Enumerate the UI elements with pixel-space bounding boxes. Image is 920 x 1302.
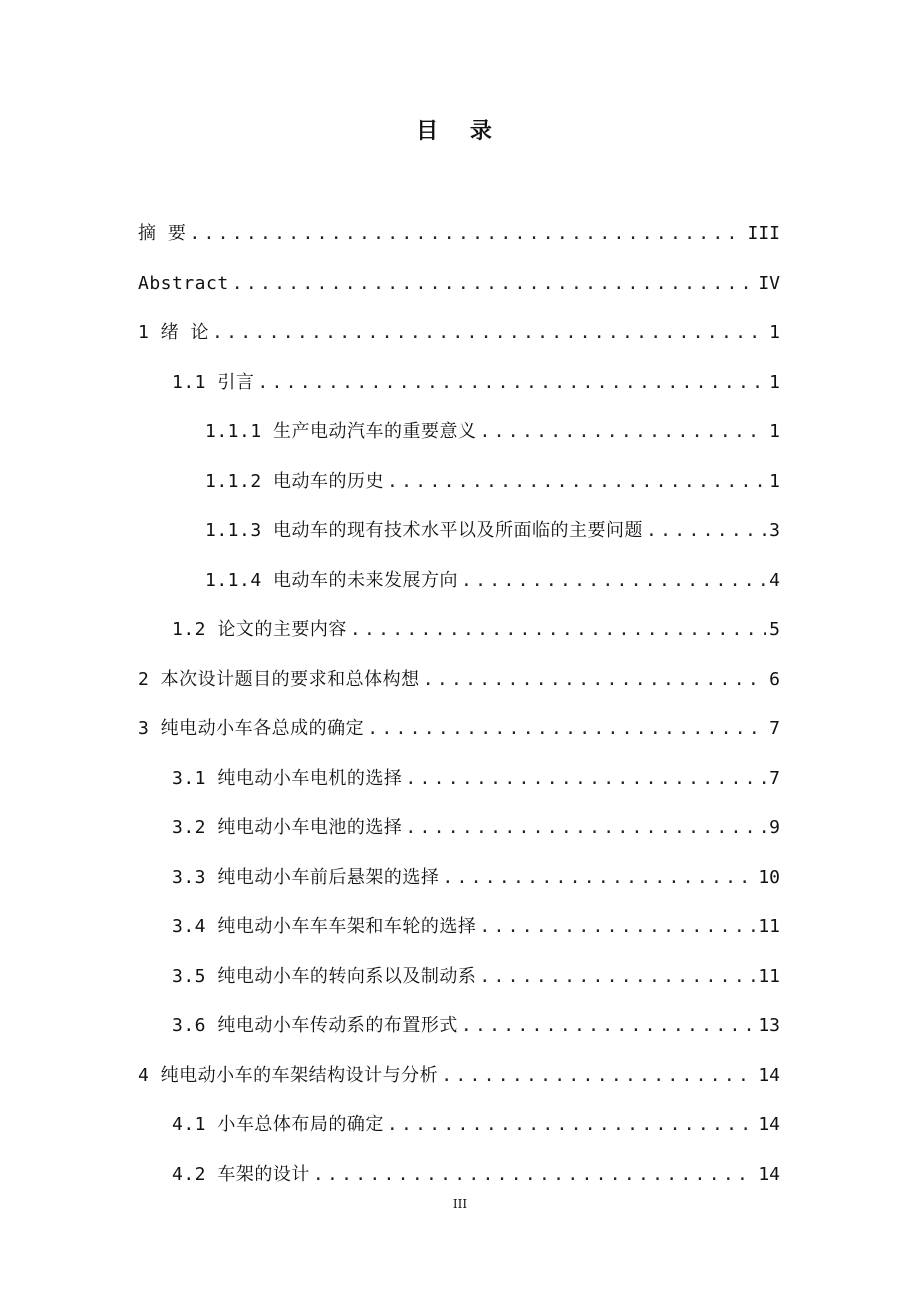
- toc-entry-page: 7: [769, 767, 780, 789]
- dot-leader: [441, 1059, 755, 1093]
- toc-entry-page: 7: [769, 718, 780, 739]
- dot-leader: [350, 613, 766, 647]
- toc-entry-title: 摘 要: [138, 223, 187, 244]
- toc-entry-page: 14: [758, 1114, 780, 1135]
- toc-entry[interactable]: [138, 1059, 780, 1109]
- toc-entry[interactable]: [138, 910, 780, 960]
- toc-entry[interactable]: [138, 415, 780, 465]
- toc-entry-title: 3 纯电动小车各总成的确定: [138, 718, 365, 739]
- toc-entry[interactable]: [138, 217, 780, 267]
- toc-entry-page: IV: [758, 272, 780, 294]
- toc-entry-page: 1: [769, 371, 780, 393]
- toc-entry-title: 3.1 纯电动小车电机的选择: [172, 767, 403, 789]
- toc-entry-page: 9: [769, 817, 780, 838]
- toc-entry-page: 6: [769, 668, 780, 690]
- dot-leader: [442, 861, 755, 895]
- dot-leader: [479, 960, 755, 994]
- page-title: 目 录: [416, 119, 504, 144]
- toc-entry-page: 1: [769, 470, 780, 492]
- toc-entry-page: 11: [758, 916, 780, 937]
- toc-entry-title: 1.1.1 生产电动汽车的重要意义: [205, 421, 477, 442]
- dot-leader: [212, 316, 766, 350]
- toc-entry[interactable]: [138, 564, 780, 614]
- toc-entry-title: 3.2 纯电动小车电池的选择: [172, 817, 403, 838]
- dot-leader: [313, 1158, 755, 1192]
- page-number: III: [452, 1197, 468, 1211]
- dot-leader: [257, 366, 766, 400]
- dot-leader: [461, 564, 766, 598]
- dot-leader: [367, 712, 766, 746]
- toc-entry-title: Abstract: [138, 272, 229, 294]
- dot-leader: [405, 762, 766, 796]
- toc-entry-title: 2 本次设计题目的要求和总体构想: [138, 668, 420, 690]
- dot-leader: [646, 514, 766, 548]
- toc-entry-page: III: [747, 223, 780, 244]
- dot-leader: [461, 1009, 755, 1043]
- toc-entry[interactable]: [138, 762, 780, 812]
- toc-entry[interactable]: [138, 861, 780, 911]
- toc-entry-title: 3.4 纯电动小车车车架和车轮的选择: [172, 916, 477, 937]
- toc-entry-title: 3.5 纯电动小车的转向系以及制动系: [172, 965, 477, 987]
- toc-entry-title: 1.1 引言: [172, 371, 255, 393]
- toc-entry-title: 4.2 车架的设计: [172, 1163, 310, 1185]
- toc-entry[interactable]: [138, 316, 780, 366]
- table-of-contents: [138, 217, 780, 1207]
- toc-entry-title: 1.1.2 电动车的历史: [205, 470, 385, 492]
- toc-entry[interactable]: [138, 613, 780, 663]
- toc-entry[interactable]: [138, 1009, 780, 1059]
- dot-leader: [387, 1108, 755, 1142]
- toc-entry-title: 1 绪 论: [138, 322, 210, 343]
- toc-entry-page: 3: [769, 520, 780, 541]
- toc-entry[interactable]: [138, 663, 780, 713]
- toc-entry-title: 1.1.4 电动车的未来发展方向: [205, 569, 459, 591]
- dot-leader: [480, 415, 767, 449]
- toc-entry[interactable]: [138, 366, 780, 416]
- dot-leader: [189, 217, 744, 251]
- toc-entry-page: 13: [758, 1015, 780, 1036]
- toc-entry-page: 1: [769, 421, 780, 442]
- toc-entry[interactable]: [138, 465, 780, 515]
- toc-entry[interactable]: [138, 1108, 780, 1158]
- toc-entry-title: 3.6 纯电动小车传动系的布置形式: [172, 1015, 458, 1036]
- toc-entry-page: 5: [769, 619, 780, 640]
- dot-leader: [232, 267, 756, 301]
- toc-entry-title: 1.1.3 电动车的现有技术水平以及所面临的主要问题: [205, 520, 644, 541]
- dot-leader: [405, 811, 766, 845]
- toc-entry-page: 10: [758, 866, 780, 888]
- dot-leader: [387, 465, 766, 499]
- toc-entry-page: 14: [758, 1163, 780, 1185]
- toc-entry-page: 11: [758, 965, 780, 987]
- toc-entry-page: 14: [758, 1064, 780, 1086]
- toc-entry-page: 1: [769, 322, 780, 343]
- toc-entry[interactable]: [138, 712, 780, 762]
- toc-entry[interactable]: [138, 811, 780, 861]
- toc-entry-title: 1.2 论文的主要内容: [172, 619, 347, 640]
- toc-entry-page: 4: [769, 569, 780, 591]
- toc-entry[interactable]: [138, 514, 780, 564]
- dot-leader: [479, 910, 755, 944]
- toc-entry-title: 4 纯电动小车的车架结构设计与分析: [138, 1064, 439, 1086]
- dot-leader: [423, 663, 766, 697]
- toc-entry[interactable]: [138, 960, 780, 1010]
- toc-entry[interactable]: [138, 267, 780, 317]
- toc-entry-title: 3.3 纯电动小车前后悬架的选择: [172, 866, 440, 888]
- toc-entry-title: 4.1 小车总体布局的确定: [172, 1114, 384, 1135]
